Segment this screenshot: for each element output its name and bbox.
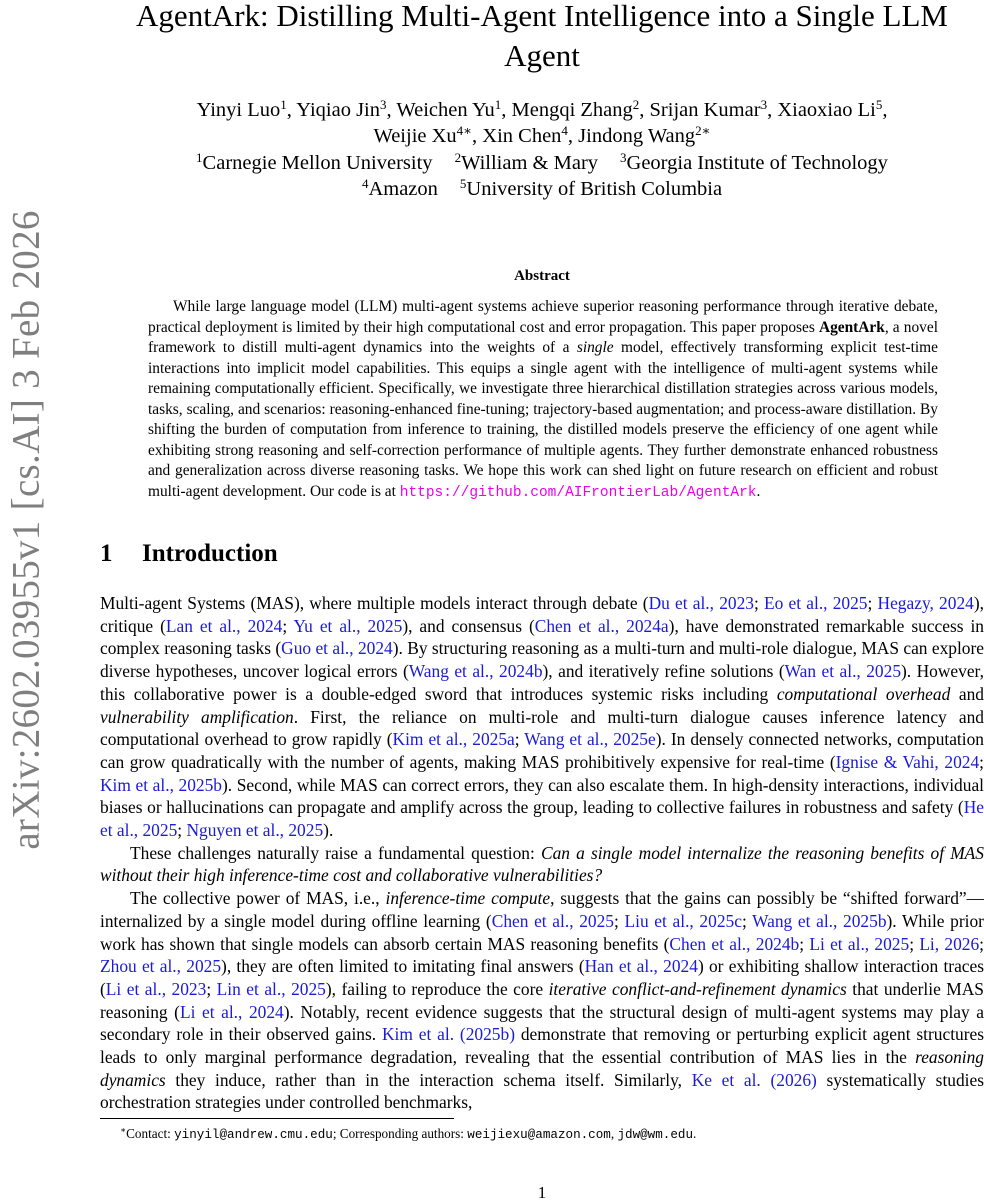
citation-link[interactable]: Li et al., 2023 xyxy=(105,978,207,999)
citation-link[interactable]: Zhou et al., 2025 xyxy=(100,956,222,977)
code-link[interactable]: https://github.com/AIFrontierLab/AgentArk xyxy=(399,484,757,501)
citation-link[interactable]: Li et al., 2025 xyxy=(809,933,910,954)
citation-link[interactable]: Li, 2026 xyxy=(919,933,980,954)
abstract-paragraph: While large language model (LLM) multi-agent systems achieve superior reasoning performance through iterative debate, practical deployment is limited by their high computational cost and error propagation. This paper proposes AgentArk, a novel framework to distill multi-agent dynamics into the weights of a single model, effectively transforming explicit test-time interactions into implicit model capabilities. This equips a single agent with the intelligence of multi-agent systems while remaining computationally efficient. Specifically, we investigate three hierarchical distillation strategies across various models, tasks, scaling, and scenarios: reasoning-enhanced fine-tuning; trajectory-based augmentation; and process-aware distillation. By shifting the burden of computation from inference to training, the distilled models preserve the efficiency of one agent while exhibiting strong reasoning and self-correction performance of multiple agents. They further demonstrate enhanced robustness and generalization across diverse reasoning tasks. We hope this work can shed light on future research on efficient and robust multi-agent development. Our code is at https://github.com/AIFrontierLab/AgentArk. xyxy=(148,298,938,501)
citation-link[interactable]: Ke et al. (2026) xyxy=(691,1069,817,1090)
citation-link[interactable]: He et al., 2025 xyxy=(100,797,984,841)
citation-link[interactable]: Wang et al., 2025b xyxy=(752,910,887,931)
paragraph: These challenges naturally raise a fundamental question: Can a single model internalize the reasoning benefits of MAS without their high inference-time cost and collaborative vulnerabilities? xyxy=(100,842,984,886)
affiliation: $^4$Amazon xyxy=(361,176,438,200)
section-heading xyxy=(100,540,278,568)
affiliation: $^3$Georgia Institute of Technology xyxy=(620,150,888,174)
section-number: 1 xyxy=(100,540,113,567)
citation-link[interactable]: Kim et al., 2025b xyxy=(100,774,222,795)
author: Yinyi Luo$^1$ xyxy=(196,97,287,121)
author: Xin Chen$^4$ xyxy=(482,123,568,147)
citation-link[interactable]: Wang et al., 2025e xyxy=(524,729,656,750)
citation-link[interactable]: Nguyen et al., 2025 xyxy=(186,820,324,841)
citation-link[interactable]: Chen et al., 2024b xyxy=(669,933,800,954)
arxiv-stamp xyxy=(0,0,50,1200)
citation-link[interactable]: Han et al., 2024 xyxy=(584,956,698,977)
citation-link[interactable]: Du et al., 2023 xyxy=(648,593,754,613)
citation-link[interactable]: Li et al., 2024 xyxy=(179,1001,284,1022)
arxiv-stamp-text: arXiv:2602.03955v1 [cs.AI] 3 Feb 2026 xyxy=(4,210,48,850)
affiliation: $^1$Carnegie Mellon University xyxy=(196,150,433,174)
author: Weijie $Xu^{4∗}$ xyxy=(373,123,473,147)
author: Weichen Yu$^1$ xyxy=(396,97,502,121)
affiliation-line-2 xyxy=(100,176,984,202)
affiliation-line-1 xyxy=(100,150,984,176)
paragraph: The collective power of MAS, i.e., inference-time compute, suggests that the gains can possibly be “shifted forward”—internalized by a single model during offline learning (Chen et al., 2025; Liu et al., 2025c; Wang et al., 2025b). While prior work has shown that single models can absorb certain MAS reasoning benefits (Chen et al., 2024b; Li et al., 2025; Li, 2026; Zhou et al., 2025), they are often limited to imitating final answers (Han et al., 2024) or exhibiting shallow interaction traces (Li et al., 2023; Lin et al., 2025), failing to reproduce the core iterative conflict-and-refinement dynamics that underlie MAS reasoning (Li et al., 2024). Notably, recent evidence suggests that the structural design of multi-agent systems may play a secondary role in their observed gains. Kim et al. (2025b) demonstrate that removing or perturbing explicit agent structures leads to only marginal performance degradation, revealing that the essential contribution of MAS lies in the reasoning dynamics they induce, rather than in the interaction schema itself. Similarly, Ke et al. (2026) systematically studies orchestration strategies under controlled benchmarks, xyxy=(100,888,984,1113)
citation-link[interactable]: Yu et al., 2025 xyxy=(293,615,403,636)
citation-link[interactable]: Eo et al., 2025 xyxy=(764,593,868,613)
citation-link[interactable]: Ignise & Vahi, 2024 xyxy=(835,751,980,772)
citation-link[interactable]: Kim et al. (2025b) xyxy=(381,1024,515,1045)
citation-link[interactable]: Lan et al., 2024 xyxy=(165,615,283,636)
section-title: Introduction xyxy=(142,540,278,567)
author: Yiqiao Jin$^3$ xyxy=(296,97,387,121)
paper-title: AgentArk: Distilling Multi-Agent Intelligence into a Single LLM Agent xyxy=(136,0,948,73)
citation-link[interactable]: Chen et al., 2024a xyxy=(534,615,669,636)
page-number: 1 xyxy=(537,1183,547,1202)
author: Mengqi Zhang$^2$ xyxy=(511,97,640,121)
citation-link[interactable]: Liu et al., 2025c xyxy=(624,910,742,931)
author-list: Yinyi Luo$^1$, Yiqiao Jin$^3$, Weichen Yu$^1$, Mengqi Zhang$^2$, Srijan Kumar$^3$, Xiaoxiao Li$^5$, Weijie $Xu^{4∗}$, Xin Chen$^4$, Jindong Wang$^{2∗}$ xyxy=(196,97,888,147)
affiliation: $^5$University of British Columbia xyxy=(459,176,723,200)
corresponding-email: jdw@wm.edu xyxy=(617,1128,694,1142)
abstract-body xyxy=(148,297,938,503)
citation-link[interactable]: Chen et al., 2025 xyxy=(491,910,614,931)
author: Srijan Kumar$^3$ xyxy=(649,97,768,121)
author: Jindong Wang$^{2∗}$ xyxy=(578,123,711,147)
citation-link[interactable]: Kim et al., 2025a xyxy=(392,729,515,750)
citation-link[interactable]: Guo et al., 2024 xyxy=(281,638,393,659)
paragraph: Multi-agent Systems (MAS), where multiple models interact through debate (Du et al., 2023; Eo et al., 2025; Hegazy, 2024), critique (Lan et al., 2024; Yu et al., 2025), and consensus (Chen et al., 2024a), have demonstrated remarkable success in complex reasoning tasks (Guo et al., 2024). By structuring reasoning as a multi-turn and multi-role dialogue, MAS can explore diverse hypotheses, uncover logical errors (Wang et al., 2024b), and iteratively refine solutions (Wan et al., 2025). However, this collaborative power is a double-edged sword that introduces systemic risks including computational overhead and vulnerability amplification. First, the reliance on multi-role and multi-turn dialogue causes inference latency and computational overhead to grow rapidly (Kim et al., 2025a; Wang et al., 2025e). In densely connected networks, computation can grow quadratically with the number of agents, making MAS prohibitively expensive for real-time (Ignise & Vahi, 2024; Kim et al., 2025b). Second, while MAS can correct errors, they can also escalate them. In high-density interactions, individual biases or hallucinations can propagate and amplify across the group, leading to collective failures in robustness and safety (He et al., 2025; Nguyen et al., 2025). xyxy=(100,593,984,841)
citation-link[interactable]: Wang et al., 2024b xyxy=(408,661,543,682)
framework-name: AgentArk xyxy=(818,318,885,336)
contact-email: yinyil@andrew.cmu.edu xyxy=(174,1128,333,1142)
footnote: ∗Contact: yinyil@andrew.cmu.edu; Corresponding authors: weijiexu@amazon.com, jdw@wm.edu. xyxy=(120,1125,697,1142)
citation-link[interactable]: Wan et al., 2025 xyxy=(784,661,902,682)
affiliation: $^2$William & Mary xyxy=(454,150,599,174)
author: Xiaoxiao Li$^5$ xyxy=(777,97,883,121)
citation-link[interactable]: Hegazy, 2024 xyxy=(877,593,974,613)
citation-link[interactable]: Lin et al., 2025 xyxy=(216,978,326,999)
abstract-heading: Abstract xyxy=(514,268,570,284)
footnote-divider xyxy=(100,1118,454,1119)
corresponding-email: weijiexu@amazon.com xyxy=(467,1128,611,1142)
introduction-text xyxy=(100,592,984,1114)
